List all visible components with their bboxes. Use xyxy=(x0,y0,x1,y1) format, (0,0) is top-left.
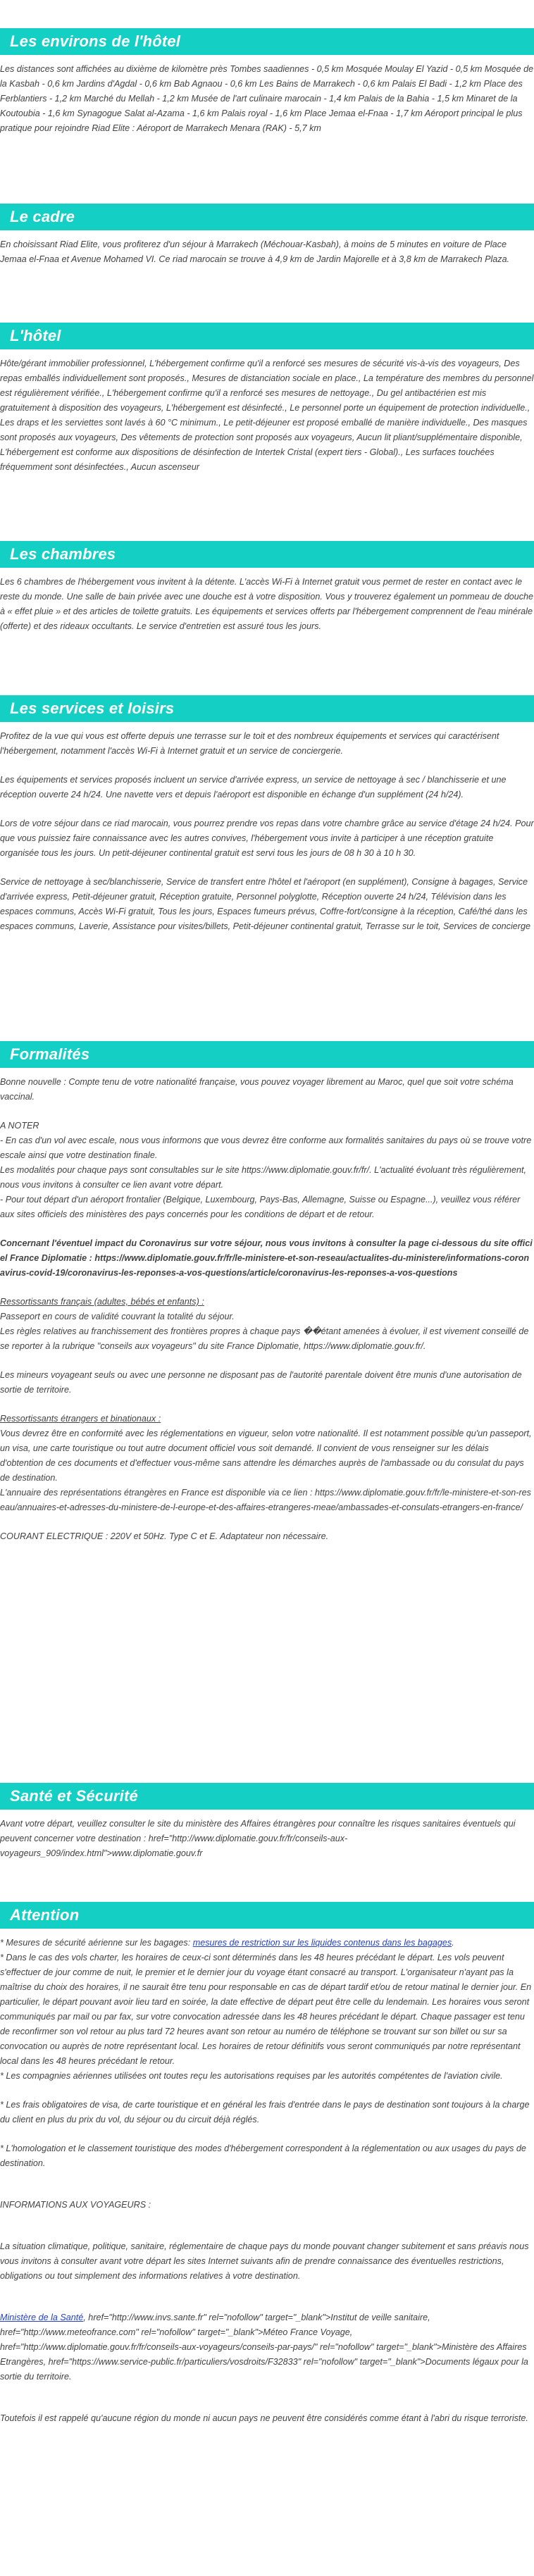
chambres-text: Les 6 chambres de l'hébergement vous invitent à la détente. L'accès Wi-Fi à Internet gratuit vous permet de rester en contact avec le reste du monde. Une salle de bain privée avec une douche est à votre disposition. Vous y trouverez également un pommeau de douche à « effet pluie » et des articles de toilette gratuits. Les équipements et services offerts par l'hébergement comprennent de l'eau minérale (offerte) et des rideaux occultants. Le service d'entretien est assuré tous les jours. xyxy=(0,577,534,631)
attention-line-3: * Les compagnies aériennes utilisées ont toutes reçu les autorisations requises par les autorités compétentes de l'aviation civile. xyxy=(0,2071,503,2081)
services-p4: Service de nettoyage à sec/blanchisserie, Service de transfert entre l'hôtel et l'aéroport (en supplément), Consigne à bagages, Service d'arrivée express, Petit-déjeuner gratuit, Réception gratuite, Personnel polyglotte, Réception ouverte 24 h/24, Télévision dans les espaces communs, Accès Wi-Fi gratuit, Tous les jours, Espaces fumeurs prévus, Coffre-fort/consigne à la réception, Café/thé dans les espaces communs, Laverie, Assistance pour visites/billets, Petit-déjeuner continental gratuit, Terrasse sur le toit, Services de concierge xyxy=(0,877,530,931)
foreign-nationals-line-2: L'annuaire des représentations étrangères en France est disponible via ce lien : https://www.diplomatie.gouv.fr/fr/le-ministere-et-son-reseau/annuaires-et-adresses-du-ministere-de-l-europe-et-des-affaires-etrangeres-meae/ambassades-et-consulats-etrangers-en-france/ xyxy=(0,1488,531,1512)
section-body-hotel xyxy=(0,349,534,475)
section-title-formalites: Formalités xyxy=(0,1041,534,1068)
formalites-intro: Bonne nouvelle : Compte tenu de votre nationalité française, vous pouvez voyager librement au Maroc, quel que soit votre schéma vaccinal. xyxy=(0,1077,514,1102)
section-chambres xyxy=(0,541,534,634)
situation-text: La situation climatique, politique, sanitaire, réglementaire de chaque pays du monde pouvant changer subitement et sans préavis nous vous invitons à consulter avant votre départ les sites Internet suivants afin de prendre connaissance des éventuelles restrictions, obligations ou tout simplement des informations relatives à votre destination. xyxy=(0,2241,529,2281)
section-body-sante xyxy=(0,1810,534,1861)
section-body-cadre xyxy=(0,230,534,267)
section-formalites xyxy=(0,1041,534,1544)
minors-notice: Les mineurs voyageant seuls ou avec une personne ne disposant pas de l'autorité parentale doivent être munis d'une autorisation de sortie de territoire. xyxy=(0,1370,522,1395)
section-cadre xyxy=(0,204,534,267)
spacer xyxy=(0,2227,534,2239)
services-p3: Lors de votre séjour dans ce riad marocain, vous pourrez prendre vos repas dans votre chambre grâce au service d'étage 24 h/24. Pour que vous puissiez faire connaissance avec les autres convives, l'hébergement vous invite à participer à une réception gratuite organisée tous les jours. Un petit-déjeuner continental gratuit est servi tous les jours de 08 h 30 à 10 h 30. xyxy=(0,819,534,858)
section-title-attention: Attention xyxy=(0,1902,534,1929)
section-environs xyxy=(0,28,534,136)
section-body-attention xyxy=(0,1929,534,2426)
note-line-3: - Pour tout départ d'un aéroport frontalier (Belgique, Luxembourg, Pays-Bas, Allemagne, Suisse ou Espagne...), veuillez vous référer aux sites officiels des ministères des pays concernés pour les conditions de départ et de retour. xyxy=(0,1195,521,1219)
note-line-1: - En cas d'un vol avec escale, nous vous informons que vous devrez être conforme aux formalités sanitaires du pays où se trouve votre escale ainsi que votre destination finale. xyxy=(0,1135,532,1160)
section-title-sante: Santé et Sécurité xyxy=(0,1783,534,1810)
covid-notice: Concernant l'éventuel impact du Coronavirus sur votre séjour, nous vous invitons à consulter la page ci-dessous du site officiel France Diplomatie : https://www.diplomatie.gouv.fr/fr/le-ministere-et-son-reseau/actualites-du-ministere/informations-coronavirus-covid-19/coronavirus-les-reponses-a-vos-questions/article/coronavirus-les-reponses-a-vos-questions xyxy=(0,1238,533,1278)
attention-line-1-suffix: . xyxy=(452,1938,454,1948)
section-title-environs: Les environs de l'hôtel xyxy=(0,28,534,55)
french-nationals-line-2: Les règles relatives au franchissement des frontières propres à chaque pays ��étant amenées à évoluer, il est vivement conseillé de se reporter à la rubrique "conseils aux voyageurs" du site France Diplomatie, https://www.diplomatie.gouv.fr/. xyxy=(0,1326,529,1351)
note-line-2: Les modalités pour chaque pays sont consultables sur le site https://www.diplomatie.gouv.fr/fr/. L'actualité évoluant très régulièrement, nous vous invitons à consulter ce lien avant votre départ. xyxy=(0,1165,526,1190)
cadre-text: En choisissant Riad Elite, vous profiterez d'un séjour à Marrakech (Méchouar-Kasbah), à moins de 5 minutes en voiture de Place Jemaa el-Fnaa et Avenue Mohamed VI. Ce riad marocain se trouve à 4,9 km de Jardin Majorelle et à 3,8 km de Marrakech Plaza. xyxy=(0,239,510,264)
info-heading: INFORMATIONS AUX VOYAGEURS : xyxy=(0,2200,151,2210)
section-title-services: Les services et loisirs xyxy=(0,695,534,722)
french-nationals-heading: Ressortissants français (adultes, bébés et enfants) : xyxy=(0,1297,204,1307)
liquids-restriction-link[interactable]: mesures de restriction sur les liquides contenus dans les bagages xyxy=(192,1938,452,1948)
attention-line-2: * Dans le cas des vols charter, les horaires de ceux-ci sont déterminés dans les 48 heures précédant le départ. Les vols peuvent s'effectuer de jour comme de nuit, le premier et le dernier jour du voyage étant consacré au transport. L'organisateur n'ayant pas la maîtrise du choix des horaires, il ne saurait être tenu pour responsable en cas de départ tardif et/ou de retour matinal le dernier jour. En particulier, le départ pouvant avoir lieu tard en soirée, la date effective de départ peut être celle du lendemain. Les horaires vous seront communiqués par mail ou par fax, sur votre convocation adressée dans les 48 heures précédant le départ. Chaque passager est tenu de reconfirmer son vol retour au plus tard 72 heures avant son retour au numéro de téléphone se trouvant sur son billet ou sur sa convocation ou auprès de notre représentant local. Les horaires de retour définitifs vous seront communiqués par notre représentant local dans les 48 heures précédant le retour. xyxy=(0,1953,532,2066)
section-hotel xyxy=(0,323,534,475)
french-nationals-line-1: Passeport en cours de validité couvrant la totalité du séjour. xyxy=(0,1312,235,1321)
sante-text: Avant votre départ, veuillez consulter le site du ministère des Affaires étrangères pour connaître les risques sanitaires éventuels qui peuvent concerner votre destination : href="http://www.diplomatie.gouv.fr/fr/conseils-aux-voyageurs_909/index.html">www.diplomatie.gouv.fr xyxy=(0,1819,516,1858)
useful-links xyxy=(0,2310,534,2384)
services-p2: Les équipements et services proposés incluent un service d'arrivée express, un service de nettoyage à sec / blanchisserie et une réception ouverte 24 h/24. Une navette vers et depuis l'aéroport est disponible en échange d'un supplément (24 h/24). xyxy=(0,775,507,799)
section-body-formalites xyxy=(0,1068,534,1544)
section-sante xyxy=(0,1783,534,1861)
services-p1: Profitez de la vue qui vous est offerte depuis une terrasse sur le toit et des nombreux équipements et services qui caractérisent l'hébergement, notamment l'accès Wi-Fi à Internet gratuit et un service de conciergerie. xyxy=(0,731,499,756)
spacer xyxy=(0,2298,534,2310)
section-body-chambres xyxy=(0,568,534,634)
section-services xyxy=(0,695,534,934)
terrorism-notice: Toutefois il est rappelé qu'aucune région du monde ni aucun pays ne peuvent être considérés comme étant à l'abri du risque terroriste. xyxy=(0,2413,528,2423)
section-title-hotel: L'hôtel xyxy=(0,323,534,349)
section-body-environs xyxy=(0,55,534,136)
health-ministry-link[interactable]: Ministère de la Santé xyxy=(0,2313,84,2322)
section-title-chambres: Les chambres xyxy=(0,541,534,568)
foreign-nationals-heading: Ressortissants étrangers et binationaux : xyxy=(0,1414,161,1424)
attention-line-1 xyxy=(0,1936,534,1950)
attention-line-1-prefix: * Mesures de sécurité aérienne sur les bagages: xyxy=(0,1938,193,1948)
section-body-services xyxy=(0,722,534,934)
note-heading: A NOTER xyxy=(0,1121,39,1131)
useful-links-rest: , href="http://www.invs.sante.fr" rel="nofollow" target="_blank">Institut de veille sanitaire, href="http://www.meteofrance.com" rel="nofollow" target="_blank">Méteo France Voyage, href="http://www.diplomatie.gouv.fr/fr/conseils-aux-voyageurs/conseils-par-pays/" rel="nofollow" target="_blank">Ministère des Affaires Etrangères, href="https://www.service-public.fr/particuliers/vosdroits/F32833" rel="nofollow" target="_blank">Documents légaux pour la sortie du territoire. xyxy=(0,2313,528,2382)
section-attention xyxy=(0,1902,534,2426)
foreign-nationals-line-1: Vous devrez être en conformité avec les réglementations en vigueur, selon votre nationalité. Il est notamment possible qu'un passeport, un visa, une carte touristique ou tout autre document officiel vous soit demandé. Il convient de vous renseigner sur les délais d'obtention de ces documents et d'effectuer vous-même sans attendre les démarches auprès de l'ambassade ou du consulat du pays de destination. xyxy=(0,1429,532,1483)
attention-line-5: * L'homologation et le classement touristique des modes d'hébergement correspondent à la réglementation ou aux usages du pays de destination. xyxy=(0,2143,526,2168)
hotel-text: Hôte/gérant immobilier professionnel, L'hébergement confirme qu'il a renforcé ses mesures de sécurité vis-à-vis des voyageurs, Des repas emballés individuellement sont proposés., Mesures de distanciation sociale en place., La température des membres du personnel est régulièrement vérifiée., L'hébergement confirme qu'il a renforcé ses mesures de nettoyage., Du gel antibactérien est mis gratuitement à disposition des voyageurs, L'hébergement est désinfecté., Le personnel porte un équipement de protection individuelle., Les draps et les serviettes sont lavés à 60 °C minimum., Le petit-déjeuner est proposé emballé de manière individuelle., Des masques sont proposés aux voyageurs, Des vêtements de protection sont proposés aux voyageurs, Aucun lit pliant/supplémentaire disponible, L'hébergement est conforme aux dispositions de désinfection de Intertek Cristal (expert tiers - Global)., Les surfaces touchées fréquemment sont désinfectées., Aucun ascenseur xyxy=(0,359,534,472)
electric-info: COURANT ELECTRIQUE : 220V et 50Hz. Type C et E. Adaptateur non nécessaire. xyxy=(0,1531,329,1541)
spacer xyxy=(0,2185,534,2198)
spacer xyxy=(0,2398,534,2411)
attention-line-4: * Les frais obligatoires de visa, de carte touristique et en général les frais d'entrée dans le pays de destination sont toujours à la charge du client en plus du prix du vol, du séjour ou du circuit déjà réglés. xyxy=(0,2100,530,2124)
section-title-cadre: Le cadre xyxy=(0,204,534,230)
environs-text: Les distances sont affichées au dixième de kilomètre près Tombes saadiennes - 0,5 km Mosquée Moulay El Yazid - 0,5 km Mosquée de la Kasbah - 0,6 km Jardins d'Agdal - 0,6 km Bab Agnaou - 0,6 km Les Bains de Marrakech - 0,6 km Palais El Badi - 1,2 km Place des Ferblantiers - 1,2 km Marché du Mellah - 1,2 km Musée de l'art culinaire marocain - 1,4 km Palais de la Bahia - 1,5 km Minaret de la Koutoubia - 1,6 km Synagogue Salat al-Azama - 1,6 km Palais royal - 1,6 km Place Jemaa el-Fnaa - 1,7 km Aéroport principal le plus pratique pour rejoindre Riad Elite : Aéroport de Marrakech Menara (RAK) - 5,7 km xyxy=(0,64,534,133)
